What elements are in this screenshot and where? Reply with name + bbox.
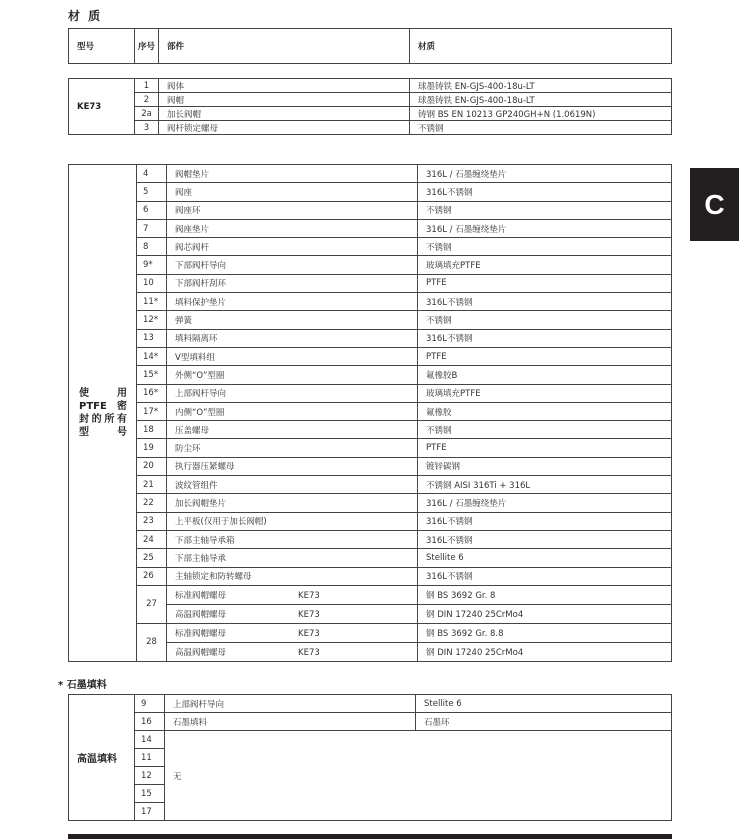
row-part: 石墨填料 xyxy=(165,713,416,731)
row-part: 防尘环 xyxy=(167,439,418,457)
bottom-rule xyxy=(68,834,672,839)
ptfe-label-line: 封的所有 xyxy=(79,413,127,425)
nut-model: KE73 xyxy=(298,609,320,620)
row-material: 玻璃填充PTFE xyxy=(418,256,672,274)
table-row xyxy=(69,567,672,585)
row-seq: 23 xyxy=(137,512,167,530)
row-part: 阀体 xyxy=(159,79,410,93)
row-material: 氟橡胶B xyxy=(418,366,672,384)
row-seq: 12 xyxy=(135,767,165,785)
row-material: 铸钢 BS EN 10213 GP240GH+N (1.0619N) xyxy=(410,107,672,121)
row-seq: 14 xyxy=(135,731,165,749)
row-part: 波纹管组件 xyxy=(167,476,418,494)
row-part xyxy=(167,585,418,604)
nut-model: KE73 xyxy=(298,628,320,639)
row-seq: 20 xyxy=(137,457,167,475)
row-seq: 26 xyxy=(137,567,167,585)
row-seq: 17 xyxy=(135,803,165,821)
header-seq: 序号 xyxy=(135,29,159,64)
row-seq: 12* xyxy=(137,311,167,329)
row-seq: 2a xyxy=(135,107,159,121)
row-material: 316L不锈钢 xyxy=(418,183,672,201)
row-material: 不锈钢 xyxy=(418,421,672,439)
ptfe-label-line: 型号 xyxy=(79,426,127,438)
table-row xyxy=(69,439,672,457)
row-seq: 3 xyxy=(135,121,159,135)
row-material: 钢 BS 3692 Gr. 8 xyxy=(418,585,672,604)
table-row xyxy=(69,402,672,420)
header-part: 部件 xyxy=(159,29,410,64)
table-row xyxy=(69,695,672,713)
row-seq: 21 xyxy=(137,476,167,494)
graphite-packing-title: * 石墨填料 xyxy=(58,680,107,691)
header-material: 材质 xyxy=(410,29,672,64)
high-temp-label: 高温填料 xyxy=(69,695,135,821)
row-material: 不锈钢 xyxy=(418,238,672,256)
table-row xyxy=(69,93,672,107)
ke73-model: KE73 xyxy=(69,79,135,135)
row-material: 球墨铸铁 EN-GJS-400-18u-LT xyxy=(410,79,672,93)
row-material: 316L不锈钢 xyxy=(418,567,672,585)
row-seq: 7 xyxy=(137,219,167,237)
row-material: 不锈钢 xyxy=(418,311,672,329)
row-part: 加长阀帽垫片 xyxy=(167,494,418,512)
row-material: PTFE xyxy=(418,274,672,292)
table-row xyxy=(69,293,672,311)
table-row xyxy=(69,421,672,439)
row-part xyxy=(167,623,418,642)
nut-part: 高温阀帽螺母 xyxy=(175,647,227,658)
ptfe-table xyxy=(68,164,672,662)
row-seq: 19 xyxy=(137,439,167,457)
row-part: 阀芯阀杆 xyxy=(167,238,418,256)
table-row xyxy=(69,107,672,121)
nut-part: 高温阀帽螺母 xyxy=(175,609,227,620)
table-row xyxy=(69,256,672,274)
row-part xyxy=(167,604,418,623)
table-row xyxy=(69,585,672,604)
table-row xyxy=(69,238,672,256)
row-part: 下部阀杆导向 xyxy=(167,256,418,274)
table-row xyxy=(69,512,672,530)
row-material: 316L / 石墨缠绕垫片 xyxy=(418,219,672,237)
table-row xyxy=(69,384,672,402)
row-seq: 28 xyxy=(137,623,167,661)
row-material: 316L不锈钢 xyxy=(418,512,672,530)
row-material: 316L不锈钢 xyxy=(418,293,672,311)
row-seq: 1 xyxy=(135,79,159,93)
table-row xyxy=(69,311,672,329)
row-part: 执行器压紧螺母 xyxy=(167,457,418,475)
row-part: 外侧“O”型圈 xyxy=(167,366,418,384)
table-row xyxy=(69,219,672,237)
row-part: 填料保护垫片 xyxy=(167,293,418,311)
header-model: 型号 xyxy=(69,29,135,64)
row-material: 不锈钢 xyxy=(418,201,672,219)
row-part: 上平板(仅用于加长阀帽) xyxy=(167,512,418,530)
row-material: 钢 DIN 17240 25CrMo4 xyxy=(418,642,672,661)
row-part: 弹簧 xyxy=(167,311,418,329)
row-material: PTFE xyxy=(418,439,672,457)
row-material: 玻璃填充PTFE xyxy=(418,384,672,402)
table-row xyxy=(69,79,672,93)
row-seq: 9* xyxy=(137,256,167,274)
table-row xyxy=(69,549,672,567)
row-material: 316L不锈钢 xyxy=(418,329,672,347)
row-part: 主轴锁定和防转螺母 xyxy=(167,567,418,585)
row-part: 下部阀杆刮环 xyxy=(167,274,418,292)
row-seq: 22 xyxy=(137,494,167,512)
row-part: 阀帽垫片 xyxy=(167,165,418,183)
nut-part: 标准阀帽螺母 xyxy=(175,590,227,601)
row-part: V型填料组 xyxy=(167,347,418,365)
row-part: 上部阀杆导向 xyxy=(165,695,416,713)
row-part: 下部主轴导承箱 xyxy=(167,530,418,548)
row-part: 阀座 xyxy=(167,183,418,201)
row-seq: 27 xyxy=(137,585,167,623)
row-part: 压盖螺母 xyxy=(167,421,418,439)
row-seq: 16 xyxy=(135,713,165,731)
ke73-table xyxy=(68,78,672,135)
row-part: 加长阀帽 xyxy=(159,107,410,121)
row-material: 镀锌碳钢 xyxy=(418,457,672,475)
row-seq: 5 xyxy=(137,183,167,201)
table-row xyxy=(69,347,672,365)
row-part: 阀杆锁定螺母 xyxy=(159,121,410,135)
row-material: 316L不锈钢 xyxy=(418,530,672,548)
row-part: 内侧“O”型圈 xyxy=(167,402,418,420)
row-part: 填料隔离环 xyxy=(167,329,418,347)
row-seq: 16* xyxy=(137,384,167,402)
row-seq: 25 xyxy=(137,549,167,567)
row-material: 石墨环 xyxy=(416,713,672,731)
table-row xyxy=(69,476,672,494)
row-seq: 24 xyxy=(137,530,167,548)
row-material: 球墨铸铁 EN-GJS-400-18u-LT xyxy=(410,93,672,107)
row-seq: 15 xyxy=(135,785,165,803)
table-row xyxy=(69,713,672,731)
row-seq: 11 xyxy=(135,749,165,767)
row-part: 阀帽 xyxy=(159,93,410,107)
table-row xyxy=(69,274,672,292)
ptfe-label-line: PTFE密 xyxy=(79,400,127,412)
row-material: 氟橡胶 xyxy=(418,402,672,420)
row-seq: 4 xyxy=(137,165,167,183)
row-material: 钢 BS 3692 Gr. 8.8 xyxy=(418,623,672,642)
row-part: 阀座垫片 xyxy=(167,219,418,237)
row-material: 316L / 石墨缠绕垫片 xyxy=(418,494,672,512)
row-seq: 13 xyxy=(137,329,167,347)
row-part: 上部阀杆导向 xyxy=(167,384,418,402)
nut-part: 标准阀帽螺母 xyxy=(175,628,227,639)
row-seq: 8 xyxy=(137,238,167,256)
row-seq: 10 xyxy=(137,274,167,292)
table-row xyxy=(69,121,672,135)
row-seq: 9 xyxy=(135,695,165,713)
table-row xyxy=(69,494,672,512)
table-row xyxy=(69,530,672,548)
row-material: Stellite 6 xyxy=(416,695,672,713)
table-row xyxy=(69,457,672,475)
row-seq: 11* xyxy=(137,293,167,311)
table-row xyxy=(69,623,672,642)
header-table xyxy=(68,28,672,64)
table-row xyxy=(69,366,672,384)
ptfe-model-label xyxy=(69,165,137,662)
ptfe-label-line: 使 用 xyxy=(79,387,127,399)
row-part: 下部主轴导承 xyxy=(167,549,418,567)
table-row xyxy=(69,329,672,347)
table-row xyxy=(69,183,672,201)
row-material: PTFE xyxy=(418,347,672,365)
row-seq: 14* xyxy=(137,347,167,365)
none-cell: 无 xyxy=(165,731,672,821)
row-part xyxy=(167,642,418,661)
row-material: 316L / 石墨缠绕垫片 xyxy=(418,165,672,183)
nut-model: KE73 xyxy=(298,647,320,658)
row-seq: 2 xyxy=(135,93,159,107)
nut-model: KE73 xyxy=(298,590,320,601)
section-title: 材 质 xyxy=(68,9,103,23)
table-row xyxy=(69,165,672,183)
row-material: Stellite 6 xyxy=(418,549,672,567)
row-part: 阀座环 xyxy=(167,201,418,219)
row-seq: 18 xyxy=(137,421,167,439)
row-material: 不锈钢 xyxy=(410,121,672,135)
table-row xyxy=(69,731,672,749)
section-tab-c[interactable]: C xyxy=(690,168,739,241)
row-material: 不锈钢 AISI 316Ti + 316L xyxy=(418,476,672,494)
row-material: 钢 DIN 17240 25CrMo4 xyxy=(418,604,672,623)
row-seq: 15* xyxy=(137,366,167,384)
table-row xyxy=(69,201,672,219)
row-seq: 6 xyxy=(137,201,167,219)
high-temp-table xyxy=(68,694,672,821)
row-seq: 17* xyxy=(137,402,167,420)
